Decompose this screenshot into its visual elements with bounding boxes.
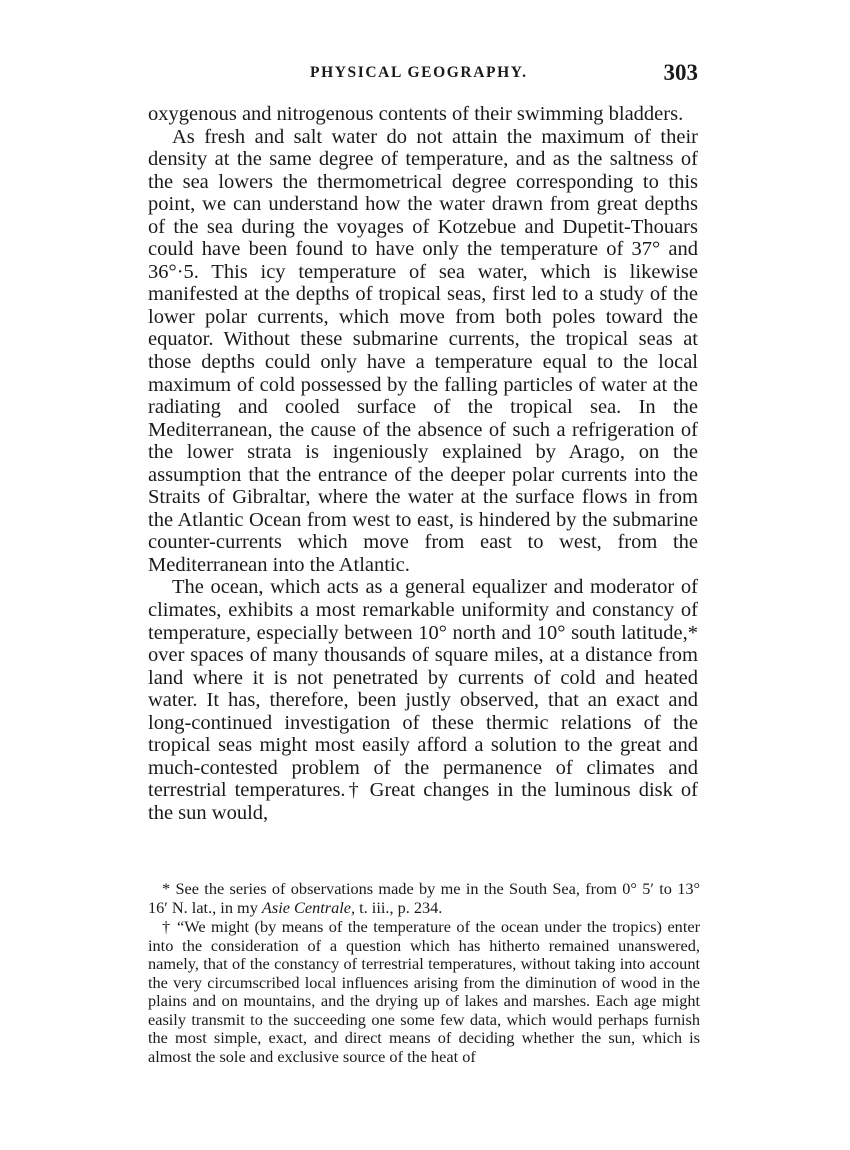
footnote-star-citation: t. iii., p. 234. [355, 897, 443, 917]
footnotes [148, 880, 700, 1066]
footnote-star [148, 880, 700, 917]
running-head: PHYSICAL GEOGRAPHY. [310, 64, 528, 81]
paragraph-density: As fresh and salt water do not attain the maximum of their density at the same degree of temperature, and as the saltness of the sea lowers the thermometrical degree corresponding to this point, we can understand how the water drawn from great depths of the sea during the voyages of Kotzebue and Dupetit-Thouars could have been found to have only the temperature of 37° and 36°·5. This icy temperature of sea water, which is likewise manifested at the depths of tropical seas, first led to a study of the lower polar currents, which move from both poles toward the equator. Without these submarine currents, the tropical seas at those depths could only have a temperature equal to the local maximum of cold possessed by the falling particles of water at the radiating and cooled surface of the tropical sea. In the Mediterranean, the cause of the absence of such a refrigeration of the lower strata is ingeniously explained by Arago, on the assumption that the entrance of the deeper polar currents into the Straits of Gibraltar, where the water at the surface flows in from the Atlantic Ocean from west to east, is hindered by the submarine counter-currents which move from east to west, from the Mediterranean into the Atlantic. [148, 125, 698, 576]
footnote-star-title: Asie Centrale, [261, 897, 356, 917]
paragraph-continued: oxygenous and nitrogenous contents of their swimming bladders. [148, 103, 684, 125]
page-number: 303 [663, 60, 698, 85]
footnote-dagger: † “We might (by means of the temperature of the ocean under the tropics) enter into the consideration of a question which has hitherto remained unanswered, namely, that of the constancy of terrestrial temperatures, without taking into account the very circumscribed local influences arising from the diminution of wood in the plains and on mountains, and the drying up of lakes and marshes. Each age might easily transmit to the succeeding one some few data, which would perhaps furnish the most simple, exact, and direct means of deciding whether the sun, which is almost the sole and exclusive source of the heat of [148, 917, 700, 1066]
page-header [148, 60, 698, 96]
paragraph-ocean: The ocean, which acts as a general equalizer and moderator of climates, exhibits a most remarkable uniformity and constancy of temperature, especially between 10° north and 10° south latitude,* over spaces of many thousands of square miles, at a distance from land where it is not penetrated by currents of cold and heated water. It has, therefore, been justly observed, that an exact and long-continued investigation of these thermic relations of the tropical seas might most easily afford a solution to the great and much-contested problem of the permanence of climates and terrestrial temperatures.† Great changes in the luminous disk of the sun would, [148, 576, 698, 824]
footnote-star-text: * See the series of observations made by me in the South Sea, from 0° 5′ to 13° 16′ N. lat., in my [148, 879, 700, 917]
main-text [148, 103, 698, 825]
